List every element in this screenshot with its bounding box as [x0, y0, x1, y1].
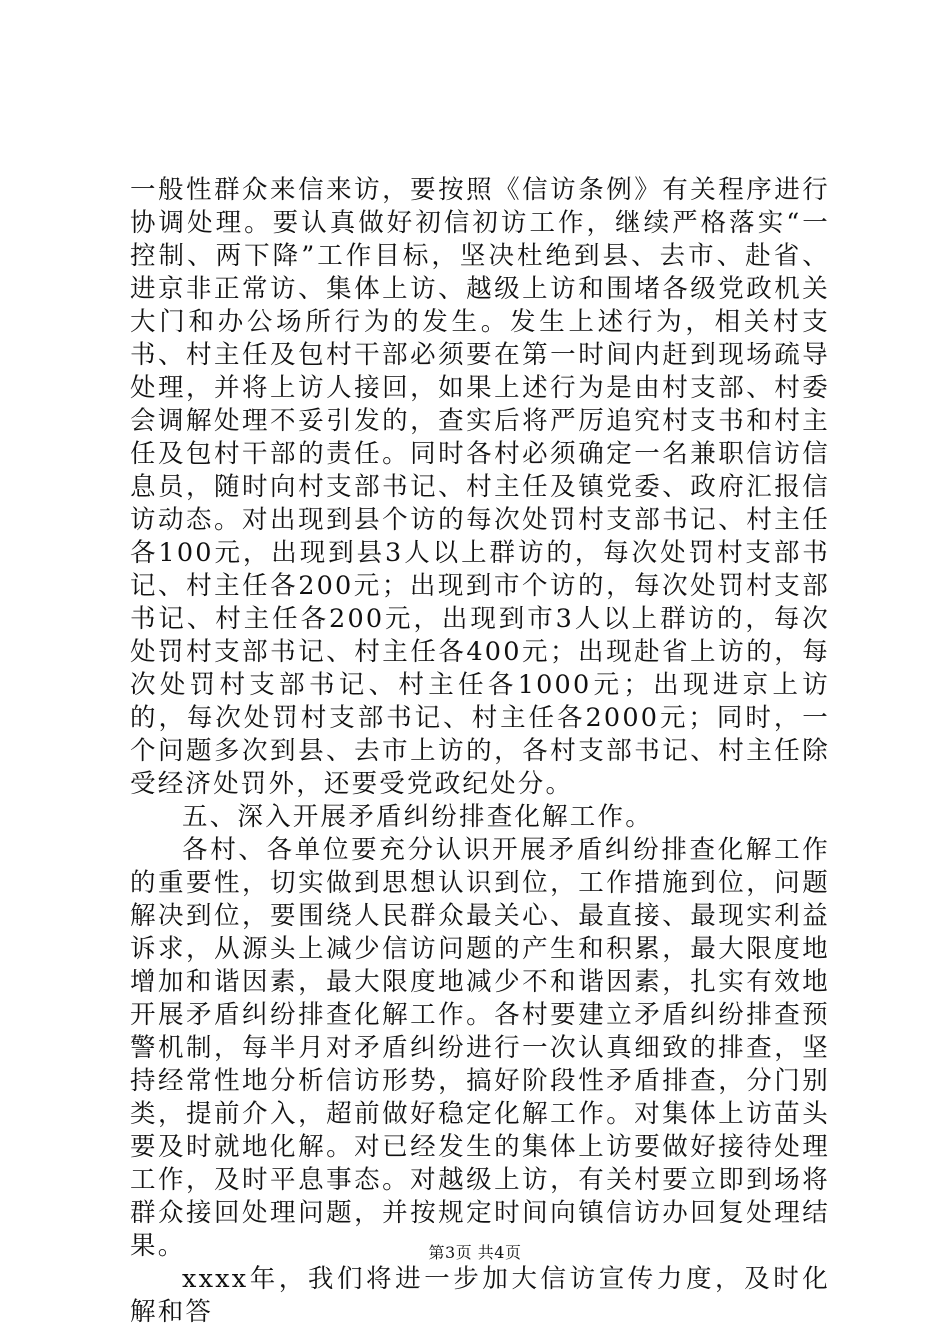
- paragraph-next-year: xxxx年，我们将进一步加大信访宣传力度，及时化解和答: [130, 1264, 830, 1327]
- page-number-footer: 第3页 共4页: [428, 1243, 522, 1262]
- document-body: [130, 174, 830, 1329]
- paragraph-dispute-resolution: 各村、各单位要充分认识开展矛盾纠纷排查化解工作的重要性，切实做到思想认识到位，工作措施到位，问题解决到位，要围绕人民群众最关心、最直接、最现实利益诉求，从源头上减少信访问题的产生和积累，最大限度地增加和谐因素，最大限度地减少不和谐因素，扎实有效地开展矛盾纠纷排查化解工作。各村要建立矛盾纠纷排查预警机制，每半月对矛盾纠纷进行一次认真细致的排查，坚持经常性地分析信访形势，搞好阶段性矛盾排查，分门别类，提前介入，超前做好稳定化解工作。对集体上访苗头要及时就地化解。对已经发生的集体上访要做好接待处理工作，及时平息事态。对越级上访，有关村要立即到场将群众接回处理问题，并按规定时间向镇信访办回复处理结果。: [130, 835, 830, 1261]
- paragraph-petition-rules: 一般性群众来信来访，要按照《信访条例》有关程序进行协调处理。要认真做好初信初访工作，继续严格落实“一控制、两下降”工作目标，坚决杜绝到县、去市、赴省、进京非正常访、集体上访、越级上访和围堵各级党政机关大门和办公场所行为的发生。发生上述行为，相关村支书、村主任及包村干部必须要在第一时间内赶到现场疏导处理，并将上访人接回，如果上述行为是由村支部、村委会调解处理不妥引发的，查实后将严厉追究村支书和村主任及包村干部的责任。同时各村必须确定一名兼职信访信息员，随时向村支部书记、村主任及镇党委、政府汇报信访动态。对出现到县个访的每次处罚村支部书记、村主任各100元，出现到县3人以上群访的，每次处罚村支部书记、村主任各200元；出现到市个访的，每次处罚村支部书记、村主任各200元，出现到市3人以上群访的，每次处罚村支部书记、村主任各400元；出现赴省上访的，每次处罚村支部书记、村主任各1000元；出现进京上访的，每次处罚村支部书记、村主任各2000元；同时，一个问题多次到县、去市上访的，各村支部书记、村主任除受经济处罚外，还要受党政纪处分。: [130, 175, 830, 799]
- section-heading-five: 五、深入开展矛盾纠纷排查化解工作。: [182, 802, 653, 832]
